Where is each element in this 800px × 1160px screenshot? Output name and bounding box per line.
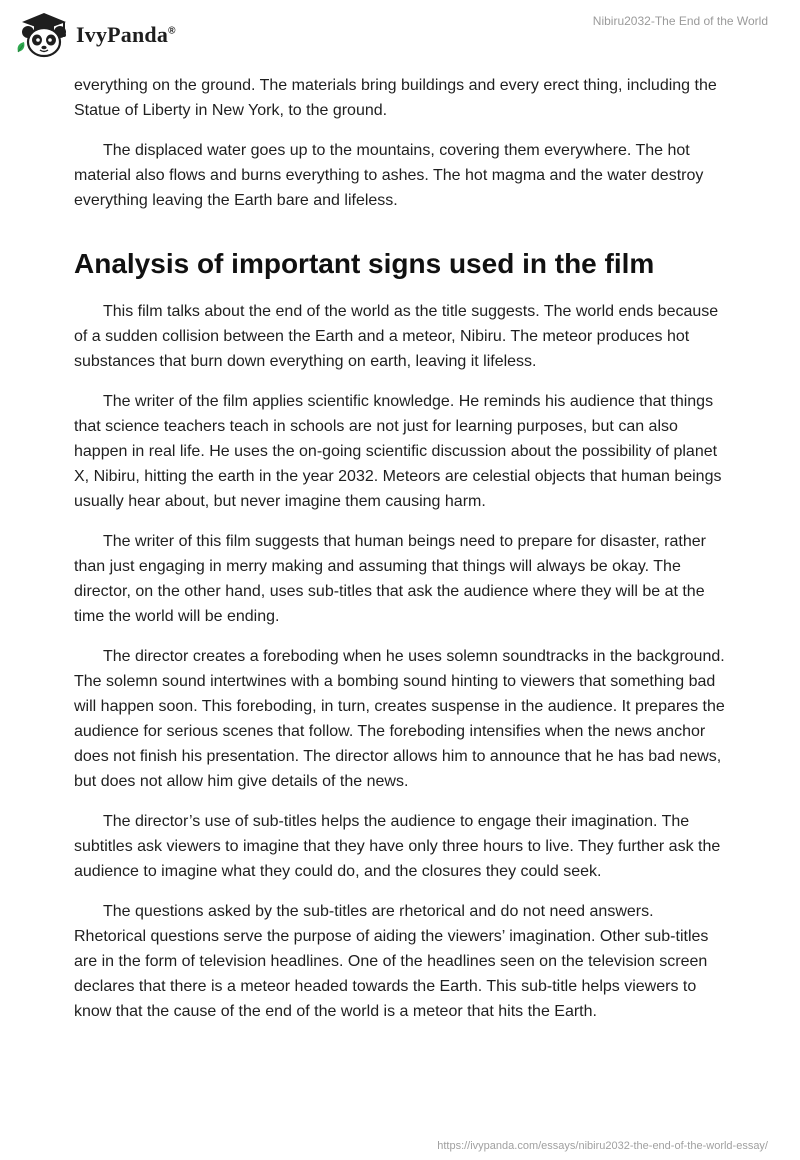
panda-graduation-cap-icon <box>14 8 70 60</box>
paragraph-continued: everything on the ground. The materials bring buildings and every erect thing, including the Statue of Liberty in New York, to the ground. <box>74 77 717 119</box>
paragraph: The director creates a foreboding when he uses solemn soundtracks in the background. The solemn sound intertwines with a bombing sound hinting to viewers that something bad will happen soon. This foreboding, in turn, creates suspense in the audience. It prepares the audience for serious scenes that follow. The foreboding intensifies when the news anchor does not finish his presentation. The director allows him to announce that he has bad news, but does not allow him give details of the news. <box>74 648 725 790</box>
source-url-link[interactable]: https://ivypanda.com/essays/nibiru2032-the-end-of-the-world-essay/ <box>437 1140 768 1152</box>
brand-name: IvyPanda® <box>76 22 176 47</box>
paragraph: This film talks about the end of the world as the title suggests. The world ends because of a sudden collision between the Earth and a meteor, Nibiru. The meteor produces hot substances that burn down everything on earth, leaving it lifeless. <box>74 303 719 370</box>
paragraph: The writer of this film suggests that human beings need to prepare for disaster, rather than just engaging in merry making and assuming that things will always be okay. The director, on the other hand, uses sub-titles that ask the audience where they will be at the time the world will be ending. <box>74 533 706 625</box>
page-header <box>0 0 800 70</box>
registered-mark: ® <box>168 25 176 37</box>
essay-body <box>74 73 726 1024</box>
paragraph: The questions asked by the sub-titles are rhetorical and do not need answers. Rhetorical questions serve the purpose of aiding the viewers’ imagination. Other sub-titles are in the form of television headlines. One of the headlines seen on the television screen declares that there is a meteor headed towards the Earth. This sub-title helps viewers to know that the cause of the end of the world is a meteor that hits the Earth. <box>74 903 709 1020</box>
document-title: Nibiru2032-The End of the World <box>592 14 768 28</box>
paragraph: The displaced water goes up to the mountains, covering them everywhere. The hot material also flows and burns everything to ashes. The hot magma and the water destroy everything leaving the Earth bare and lifeless. <box>74 142 704 209</box>
section-heading: Analysis of important signs used in the film <box>74 248 655 279</box>
paragraph: The writer of the film applies scientific knowledge. He reminds his audience that things that science teachers teach in schools are not just for learning purposes, but can also happen in real life. He uses the on-going scientific discussion about the possibility of planet X, Nibiru, hitting the earth in the year 2032. Meteors are celestial objects that human beings usually hear about, but never imagine them causing harm. <box>74 393 722 510</box>
ivypanda-logo[interactable] <box>14 8 176 60</box>
paragraph: The director’s use of sub-titles helps the audience to engage their imagination. The subtitles ask viewers to imagine that they have only three hours to live. They further ask the audience to imagine what they could do, and the closures they could seek. <box>74 813 721 880</box>
